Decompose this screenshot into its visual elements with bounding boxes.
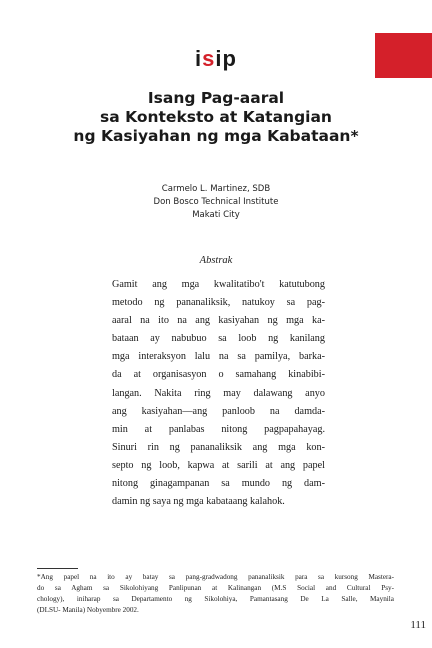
footnote-line: (DLSU- Manila) Nobyembre 2002.	[37, 606, 139, 614]
logo-letter-accent: s	[202, 46, 216, 71]
page-number: 111	[410, 619, 426, 631]
title-line: ng Kasiyahan ng mga Kabataan*	[73, 127, 359, 145]
author-block	[0, 183, 432, 222]
logo-letter: i	[215, 46, 223, 71]
title-line: Isang Pag-aaral	[147, 89, 285, 107]
logo-letter: p	[222, 46, 237, 71]
author-name: Carmelo L. Martinez, SDB	[161, 184, 271, 194]
abstract-line: Gamit ang mga kwalitatibo't katutubong	[112, 279, 325, 290]
abstract-line: langan. Nakita ring may dalawang anyo	[112, 387, 325, 399]
author-institution: Don Bosco Technical Institute	[153, 197, 279, 207]
abstract-line: min at panlabas nitong pagpapahayag.	[112, 423, 325, 435]
abstract-heading: Abstrak	[199, 255, 233, 266]
footnote-line: *Ang papel na ito ay batay sa pang-gradwadong pananaliksik para sa kursong Mastera-	[37, 573, 394, 581]
footnote-divider	[37, 568, 78, 569]
author-city: Makati City	[192, 210, 240, 220]
abstract-line: da at organisasyon o samahang kinabibi-	[112, 369, 325, 381]
abstract-line: nitong ginagampanan sa mundo ng dam-	[112, 478, 325, 490]
abstract-line: mga interaksyon lalu na sa pamilya, barka-	[112, 351, 325, 363]
footnote-line: chology), iniharap sa Departamento ng Sikolohiya, Pamantasang De La Salle, Maynila	[37, 595, 394, 603]
article-title	[0, 89, 432, 146]
footnote-line: do sa Agham sa Sikolohiyang Panlipunan at Kalinangan (M.S Social and Cultural Psy-	[37, 584, 394, 592]
abstract-line: septo ng loob, kapwa at sarili at ang papel	[112, 459, 325, 471]
logo-letter: i	[195, 46, 203, 71]
abstract-line: aaral na ito na ang kasiyahan ng mga ka-	[112, 315, 325, 327]
journal-logo	[0, 46, 432, 72]
abstract-line: damin ng saya ng mga kabataang kalahok.	[112, 496, 285, 508]
footnote	[37, 572, 394, 616]
abstract-line: ang kasiyahan—ang panloob na damda-	[112, 405, 325, 417]
abstract-body	[112, 276, 325, 511]
abstract-line: metodo ng pananaliksik, natukoy sa pag-	[112, 297, 325, 309]
abstract-line: Sinuri rin ng pananaliksik ang mga kon-	[112, 441, 325, 453]
title-line: sa Konteksto at Katangian	[100, 108, 332, 126]
abstract-line: bataan ay nabubuo sa loob ng kanilang	[112, 333, 325, 345]
